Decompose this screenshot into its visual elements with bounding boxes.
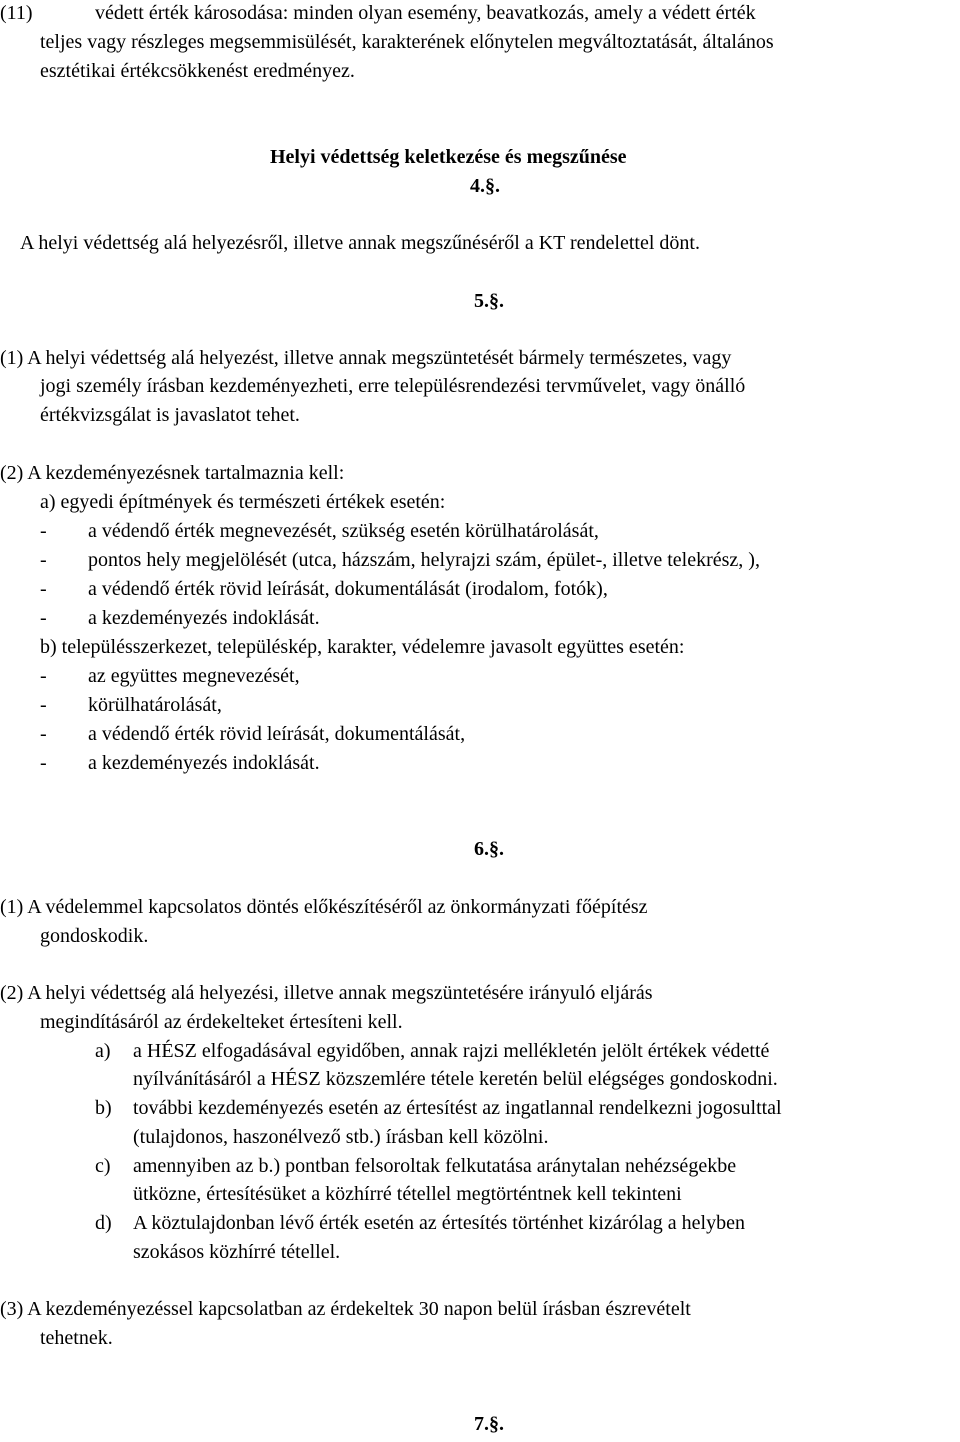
paragraph-6-2-line: megindításáról az érdekelteket értesíteni kell. <box>40 1011 403 1033</box>
paragraph-5-1-line: (1) A helyi védettség alá helyezést, illetve annak megszüntetését bármely természetes, vagy <box>0 347 732 369</box>
list-item: a kezdeményezés indoklását. <box>88 607 320 629</box>
sub-item-line: a HÉSZ elfogadásával egyidőben, annak rajzi mellékletén jelölt értékek védetté <box>133 1040 770 1062</box>
paragraph-7-title: 7.§. <box>474 1413 504 1435</box>
paragraph-5-1-line: jogi személy írásban kezdeményezheti, erre településrendezési tervművelet, vagy önálló <box>40 375 746 397</box>
sub-item-line: ütközne, értesítésüket a közhírré tétellel megtörténtnek kell tekinteni <box>133 1183 682 1205</box>
list-item: a védendő érték rövid leírását, dokumentálását (irodalom, fotók), <box>88 578 608 600</box>
list-dash: - <box>40 607 47 629</box>
list-item: az együttes megnevezését, <box>88 665 300 687</box>
paragraph-5-1-line: értékvizsgálat is javaslatot tehet. <box>40 404 300 426</box>
item-text-line: esztétikai értékcsökkenést eredményez. <box>40 60 355 82</box>
sub-item-label: d) <box>95 1212 112 1234</box>
paragraph-6-2-line: (2) A helyi védettség alá helyezési, illetve annak megszüntetésére irányuló eljárás <box>0 982 653 1004</box>
list-dash: - <box>40 752 47 774</box>
sub-item-line: szokásos közhírré tétellel. <box>133 1241 341 1263</box>
list-item: a védendő érték rövid leírását, dokumentálását, <box>88 723 466 745</box>
list-a-intro: a) egyedi építmények és természeti értékek esetén: <box>40 491 446 513</box>
list-dash: - <box>40 694 47 716</box>
list-item: a védendő érték megnevezését, szükség esetén körülhatárolását, <box>88 520 599 542</box>
item-number: (11) <box>0 2 33 24</box>
paragraph-4-title: 4.§. <box>470 175 500 197</box>
list-dash: - <box>40 723 47 745</box>
paragraph-5-title: 5.§. <box>474 290 504 312</box>
list-dash: - <box>40 578 47 600</box>
item-text-line: védett érték károsodása: minden olyan esemény, beavatkozás, amely a védett érték <box>95 2 756 24</box>
list-item: a kezdeményezés indoklását. <box>88 752 320 774</box>
sub-item-label: a) <box>95 1040 111 1062</box>
sub-item-line: A köztulajdonban lévő érték esetén az értesítés történhet kizárólag a helyben <box>133 1212 745 1234</box>
sub-item-line: nyílvánításáról a HÉSZ közszemlére tétele keretén belül elégséges gondoskodni. <box>133 1068 778 1090</box>
list-item: pontos hely megjelölését (utca, házszám, helyrajzi szám, épület-, illetve telekrész, ), <box>88 549 760 571</box>
list-dash: - <box>40 520 47 542</box>
item-text-line: teljes vagy részleges megsemmisülését, karakterének előnytelen megváltoztatását, általános <box>40 31 774 53</box>
paragraph-6-3-line: (3) A kezdeményezéssel kapcsolatban az érdekeltek 30 napon belül írásban észrevételt <box>0 1298 691 1320</box>
paragraph-5-2-intro: (2) A kezdeményezésnek tartalmaznia kell: <box>0 462 345 484</box>
list-dash: - <box>40 665 47 687</box>
list-b-intro: b) településszerkezet, településkép, karakter, védelemre javasolt együttes esetén: <box>40 636 685 658</box>
section-heading: Helyi védettség keletkezése és megszűnése <box>270 146 627 168</box>
paragraph-6-3-line: tehetnek. <box>40 1327 113 1349</box>
list-dash: - <box>40 549 47 571</box>
paragraph-4-text: A helyi védettség alá helyezésről, illetve annak megszűnéséről a KT rendelettel dönt. <box>20 232 700 254</box>
sub-item-label: c) <box>95 1155 111 1177</box>
list-item: körülhatárolását, <box>88 694 222 716</box>
paragraph-6-1-line: gondoskodik. <box>40 925 149 947</box>
paragraph-6-title: 6.§. <box>474 838 504 860</box>
sub-item-line: amennyiben az b.) pontban felsoroltak felkutatása aránytalan nehézségekbe <box>133 1155 737 1177</box>
sub-item-line: (tulajdonos, haszonélvező stb.) írásban kell közölni. <box>133 1126 549 1148</box>
sub-item-label: b) <box>95 1097 112 1119</box>
sub-item-line: további kezdeményezés esetén az értesítést az ingatlannal rendelkezni jogosulttal <box>133 1097 782 1119</box>
paragraph-6-1-line: (1) A védelemmel kapcsolatos döntés előkészítéséről az önkormányzati főépítész <box>0 896 648 918</box>
